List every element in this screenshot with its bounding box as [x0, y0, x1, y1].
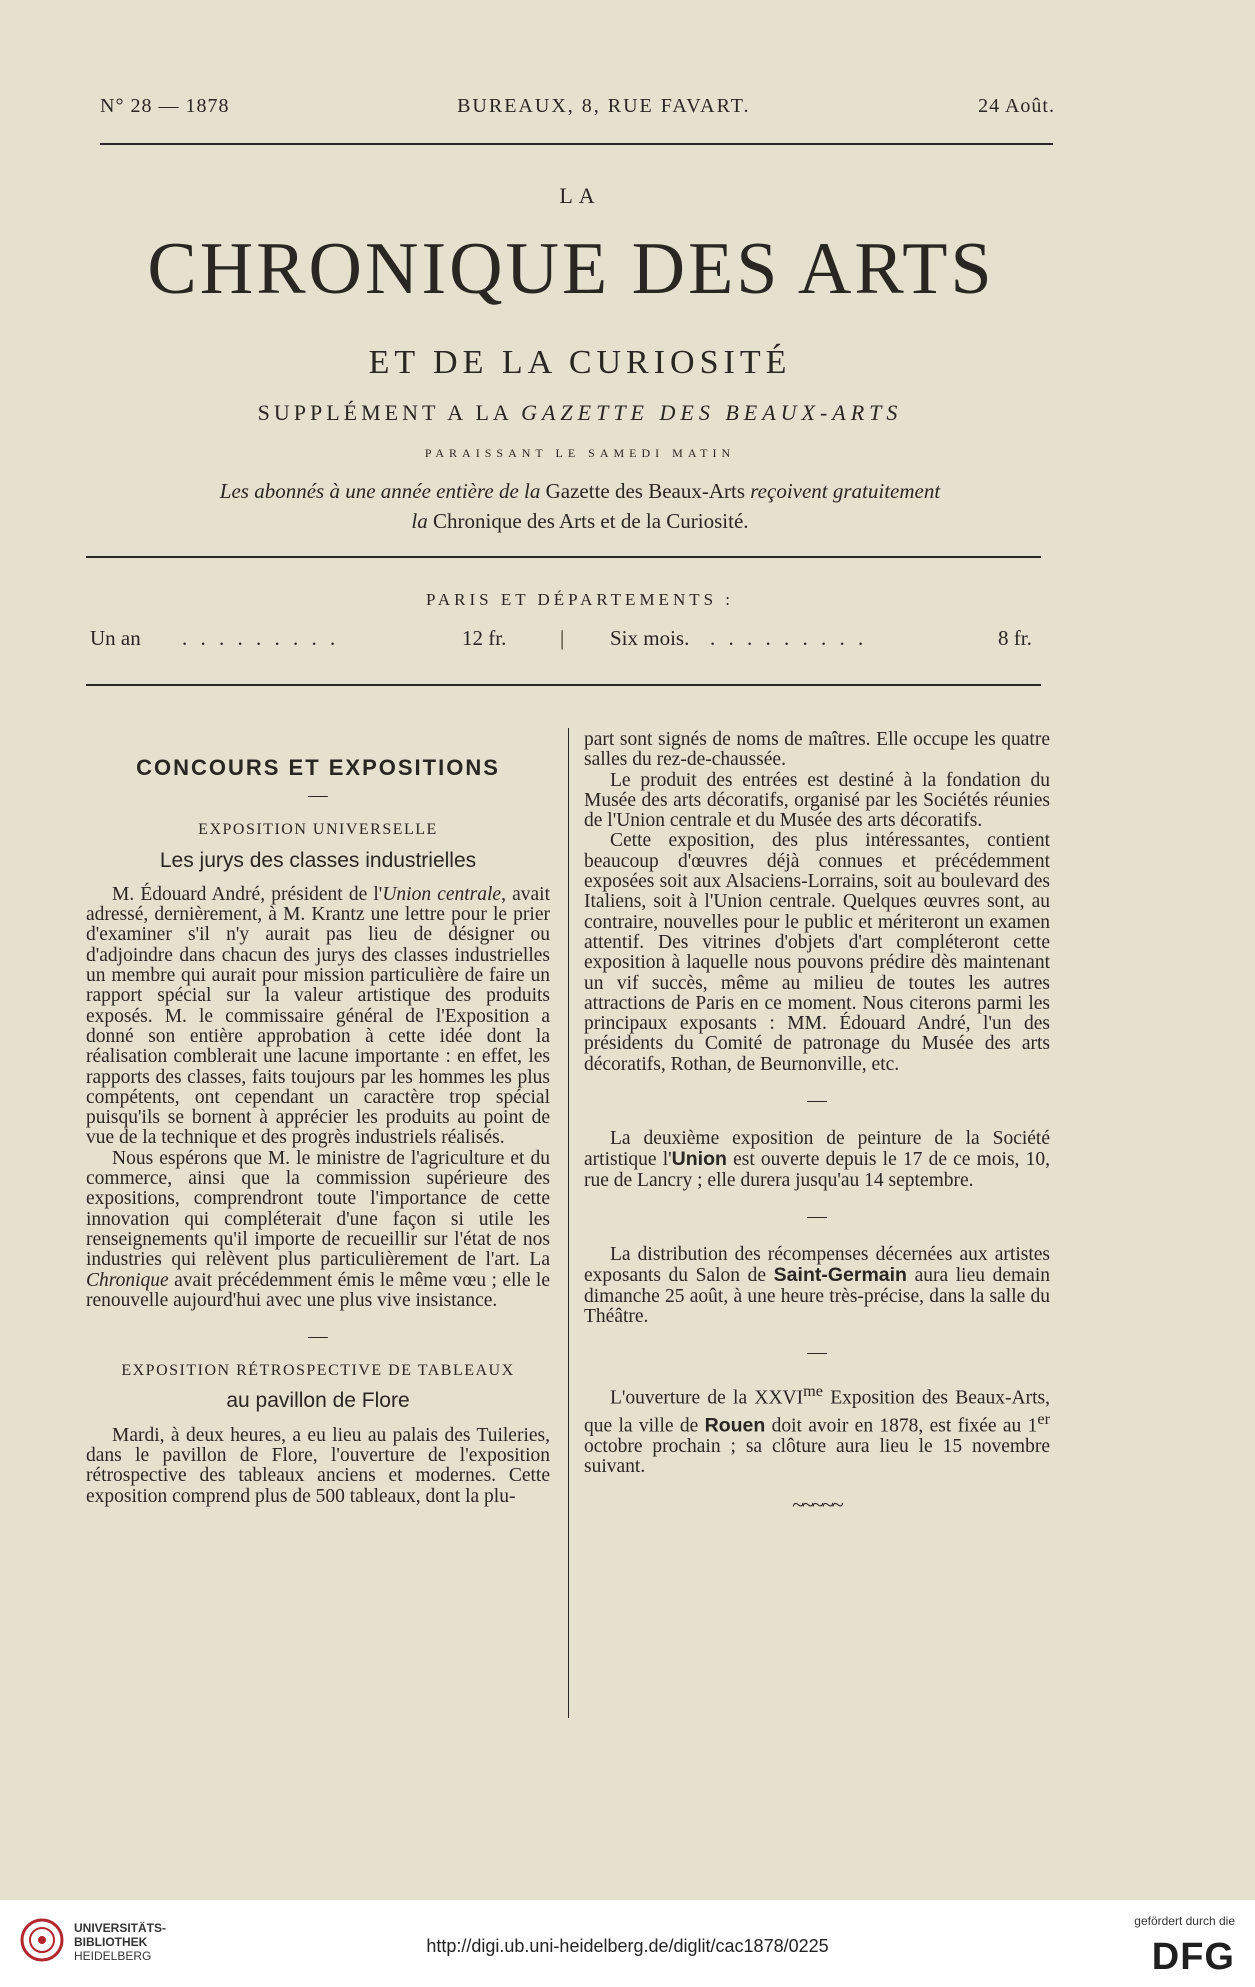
masthead-title: CHRONIQUE DES ARTS: [147, 228, 995, 310]
masthead-article: LA: [559, 183, 601, 208]
six-months-dots: . . . . . . . . .: [710, 626, 868, 650]
subsection-title: EXPOSITION UNIVERSELLE: [198, 821, 438, 839]
divider-dash: —: [308, 785, 328, 807]
issue-header: [100, 95, 1055, 118]
price-separator: |: [560, 626, 565, 650]
article-paragraph: [86, 1149, 550, 1311]
year-price: 12 fr.: [462, 626, 507, 650]
subscriber-note: [100, 476, 1060, 536]
supplement-prefix: SUPPLÉMENT A LA: [257, 400, 512, 425]
library-line-1: UNIVERSITÄTS-: [74, 1921, 167, 1935]
column-divider: [568, 728, 569, 1718]
p6-b: Exposition des Beaux-Arts, que la ville de: [584, 1387, 1051, 1437]
p4-bold: Union: [671, 1148, 727, 1171]
article-paragraph: [584, 1245, 1050, 1327]
publication-frequency: PARAISSANT LE SAMEDI MATIN: [424, 446, 736, 460]
masthead-rule: [86, 556, 1041, 558]
year-dots: . . . . . . . . .: [182, 626, 340, 650]
subscriber-note-2b: Chronique des Arts et de la Curiosité.: [433, 509, 749, 533]
p4-rest: est ouverte depuis le 17 de ce mois, 10, rue de Lancry ; elle durera jusqu'au 14 septembre.: [584, 1149, 1050, 1191]
p6-a: L'ouverture de la XXVI: [610, 1387, 804, 1409]
library-line-3: HEIDELBERG: [74, 1949, 152, 1963]
supplement-line: [0, 400, 1160, 426]
masthead-subtitle: ET DE LA CURIOSITÉ: [368, 344, 792, 381]
article-paragraph: [86, 885, 550, 1149]
pricing-heading: PARIS ET DÉPARTEMENTS :: [425, 590, 735, 609]
subscriber-note-1b: Gazette des Beaux-Arts: [545, 479, 746, 503]
subsection-title: EXPOSITION RÉTROSPECTIVE DE TABLEAUX: [121, 1362, 515, 1380]
section-title: CONCOURS ET EXPOSITIONS: [136, 755, 500, 780]
six-months-price: 8 fr.: [998, 626, 1032, 650]
divider-dash: —: [807, 1205, 827, 1227]
p6-bold: Rouen: [704, 1414, 766, 1437]
office-address: BUREAUX, 8, RUE FAVART.: [457, 95, 751, 117]
p2-italic: Chronique: [86, 1269, 169, 1291]
article-heading: Les jurys des classes industrielles: [159, 848, 477, 872]
end-flourish: ~~~~~: [792, 1492, 842, 1518]
supplement-gazette: GAZETTE DES BEAUX-ARTS: [521, 400, 903, 425]
permalink-url[interactable]: http://digi.ub.uni-heidelberg.de/diglit/cac1878/0225: [426, 1936, 829, 1956]
divider-dash: —: [807, 1090, 827, 1112]
divider-dash: —: [308, 1326, 328, 1348]
subscriber-note-1a: Les abonnés à une année entière de la: [219, 479, 541, 503]
left-column: [86, 730, 550, 1507]
dfg-logo: DFG: [1151, 1936, 1235, 1978]
header-rule: [100, 143, 1053, 145]
p1-italic: Union centrale: [382, 883, 502, 905]
divider-dash: —: [807, 1342, 827, 1364]
p6-sup: me: [803, 1382, 823, 1401]
article-heading: au pavillon de Flore: [226, 1389, 410, 1413]
article-paragraph: Le produit des entrées est destiné à la fondation du Musée des arts décoratifs, organisé par les Sociétés réunies de l'Union centrale et du Musée des arts décoratifs.: [584, 769, 1050, 832]
p1-rest: , avait adressé, dernièrement, à M. Krantz une lettre pour le prier d'examiner s'il n'y aurait pas lieu de désigner ou d'adjoindre dans chacun des jurys des classes industrielles un membre qui aurait pour mission particulière de faire un rapport spécial sur la valeur artistique des produits exposés. M. le commissaire général de l'Exposition a donné son entière approbation à cette idée dont la réalisation comblerait une lacune importante : en effet, les rapports des classes, faits toujours par les hommes les plus compétents, ont cependant un caractère trop spécial puisqu'ils se bornent à apprécier les produits au point de vue de la technique et des progrès industriels réalisés.: [86, 883, 551, 1149]
year-label: Un an: [90, 626, 141, 650]
article-paragraph: Cette exposition, des plus intéressantes, contient beaucoup d'œuvres déjà connues et précédemment exposées soit aux Alsaciens-Lorrains, soit au boulevard des Italiens, soit à l'Union centrale. Quelques œuvres sont, au contraire, nouvelles pour le public et mériteront un examen attentif. Des vitrines d'objets d'art compléteront cette exposition à laquelle nous pouvons prédire dès maintenant un vif succès, même au milieu de toutes les autres attractions de Paris en ce moment. Nous citerons parmi les principaux exposants : MM. Édouard André, l'un des présidents du Comité de patronage du Musée des arts décoratifs, Rothan, de Beurnonville, etc.: [584, 830, 1050, 1075]
article-paragraph: part sont signés de noms de maîtres. Elle occupe les quatre salles du rez-de-chaussée.: [584, 729, 1050, 771]
p2-rest: avait précédemment émis le même vœu ; elle le renouvelle aujourd'hui avec une plus vive insistance.: [86, 1269, 550, 1311]
subscriber-note-1c: reçoivent gratuitement: [750, 479, 941, 503]
issue-number: N° 28 — 1878: [100, 95, 230, 117]
article-paragraph: Mardi, à deux heures, a eu lieu au palais des Tuileries, dans le pavillon de Flore, l'ouverture de l'exposition rétrospective des tableaux anciens et modernes. Cette exposition comprend plus de 500 tableaux, dont la plu-: [86, 1424, 550, 1507]
p5-start: La distribution des récompenses décernées aux artistes exposants du Salon de: [584, 1243, 1050, 1287]
subscriber-note-2a: la: [411, 509, 428, 533]
p6-d: doit avoir en 1878, est fixée au 1: [765, 1415, 1038, 1437]
p5-bold: Saint-Germain: [773, 1264, 907, 1287]
p6-e: octobre prochain ; sa clôture aura lieu le 15 novembre suivant.: [584, 1435, 1050, 1478]
p5-rest: aura lieu demain dimanche 25 août, à une heure très-précise, dans la salle du Théâtre.: [584, 1265, 1050, 1327]
library-line-2: BIBLIOTHEK: [74, 1935, 148, 1949]
right-column: [584, 730, 1050, 1516]
library-footer: [0, 1900, 1255, 1987]
p1-start: M. Édouard André, président de l': [112, 883, 383, 905]
funding-label: gefördert durch die: [1134, 1914, 1235, 1928]
pricing-rule: [86, 684, 1041, 686]
p2-start: Nous espérons que M. le ministre de l'agriculture et du commerce, ainsi que la commission supérieure des expositions, comprendront toute l'importance de cette innovation qui compléterait d'une façon si utile les renseignements qu'il importe de recueillir sur l'état de nos industries qui relèvent plus particulièrement de l'art. La: [86, 1147, 550, 1271]
p4-start: La deuxième exposition de peinture de la Société artistique l': [584, 1128, 1050, 1171]
six-months-label: Six mois.: [610, 626, 690, 650]
article-paragraph: [584, 1381, 1050, 1477]
p6-sup2: er: [1037, 1409, 1050, 1428]
article-paragraph: [584, 1129, 1050, 1191]
issue-date: 24 Août.: [978, 95, 1055, 117]
